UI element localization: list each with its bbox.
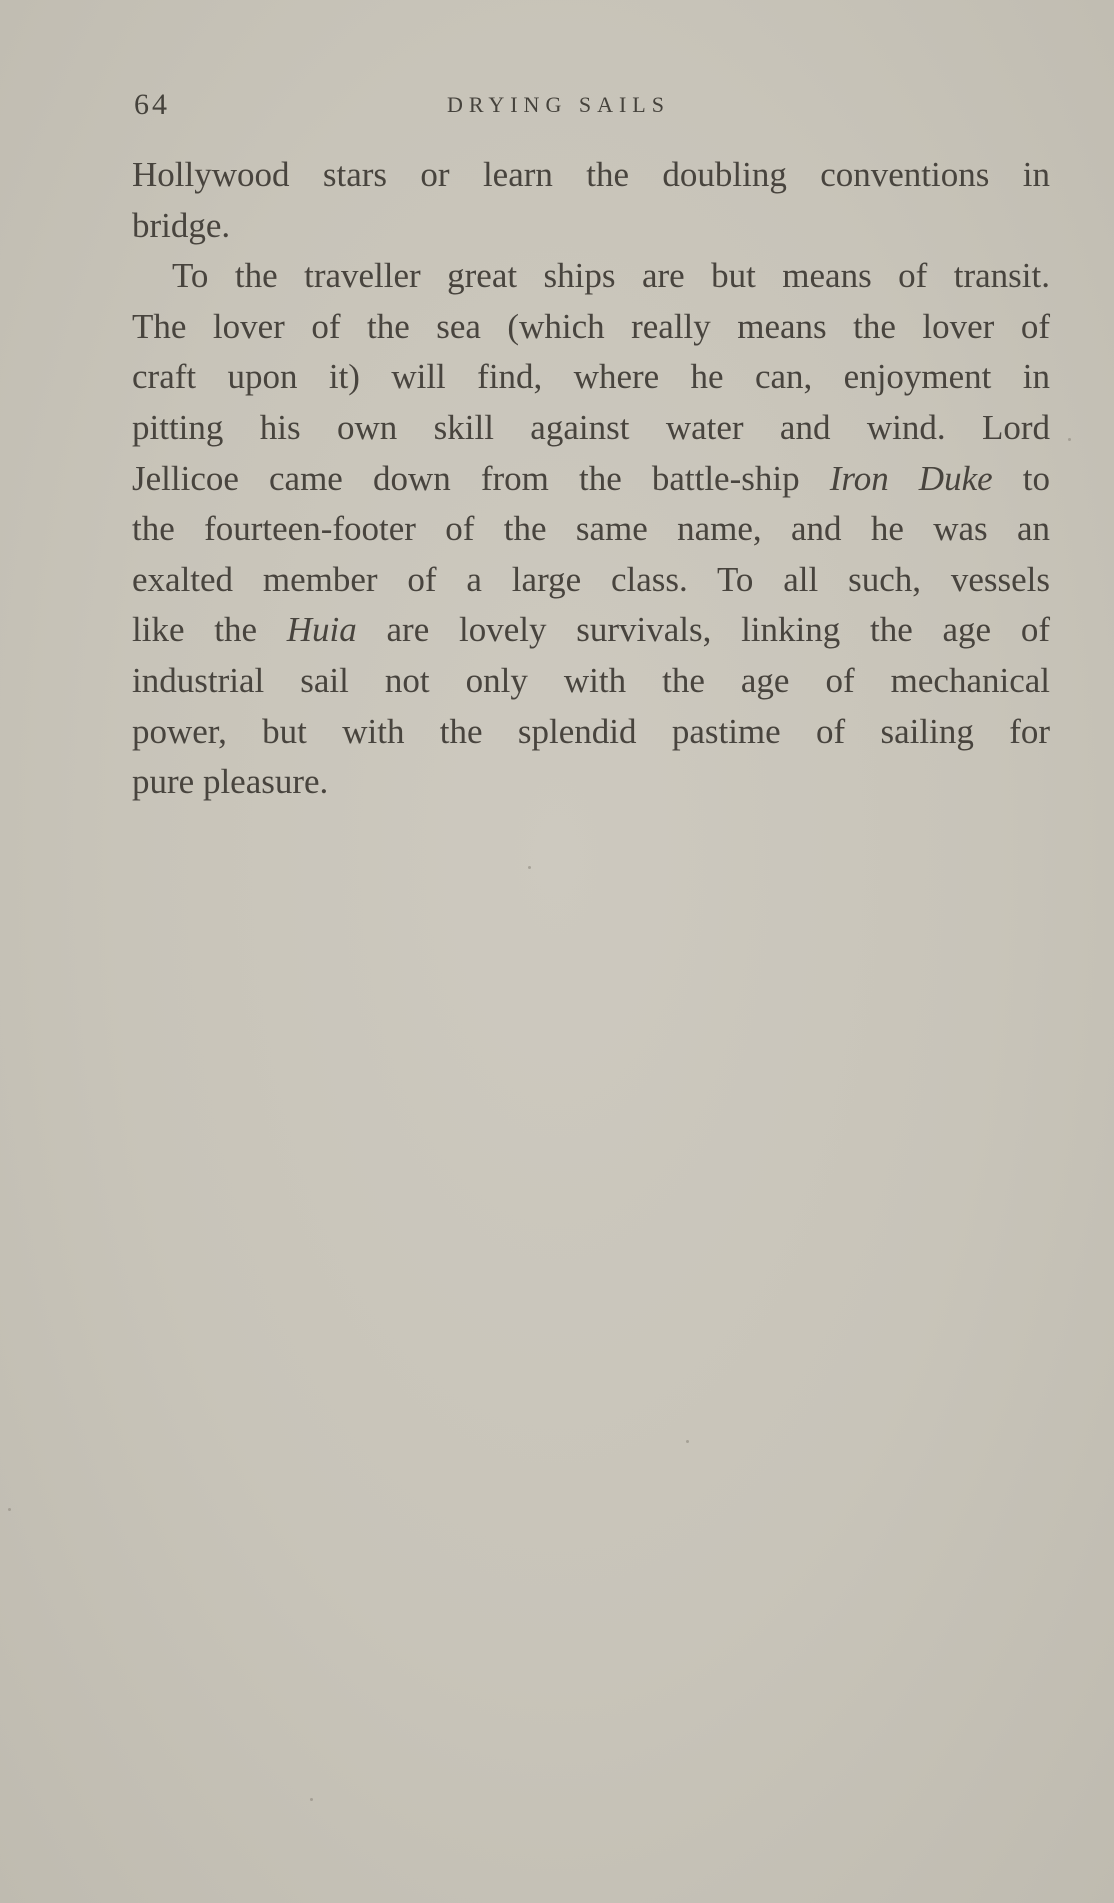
- text-run: to: [992, 458, 1050, 498]
- text-line: exalted member of a large class. To all such, vessels: [132, 559, 1050, 599]
- text-run: like the: [132, 610, 287, 650]
- paper-speck: [310, 1798, 313, 1801]
- italic-ship-name: Huia: [286, 610, 357, 650]
- paragraph: [132, 251, 1050, 808]
- body-text: [132, 150, 1050, 808]
- text-line: [132, 454, 1050, 505]
- text-line: industrial sail not only with the age of mechanical: [132, 660, 1050, 700]
- text-line: pitting his own skill against water and wind. Lord: [132, 407, 1050, 447]
- page-number: 64: [134, 88, 170, 121]
- italic-ship-name: Iron Duke: [829, 458, 993, 498]
- text-line: the fourteen-footer of the same name, and he was an: [132, 509, 1050, 549]
- text-line: The lover of the sea (which really means the lover of: [132, 306, 1050, 346]
- paragraph: [132, 150, 1050, 251]
- paper-speck: [8, 1508, 11, 1511]
- text-line: To the traveller great ships are but means of transit.: [172, 256, 1050, 296]
- paper-speck: [528, 866, 531, 869]
- page-header: [132, 88, 1052, 128]
- paper-speck: [1068, 438, 1071, 441]
- text-line: Hollywood stars or learn the doubling conventions in: [132, 155, 1050, 194]
- text-line: bridge.: [132, 205, 231, 245]
- running-head: DRYING SAILS: [447, 92, 670, 117]
- text-line: craft upon it) will find, where he can, enjoyment in: [132, 357, 1050, 397]
- text-line: [132, 605, 1050, 656]
- text-run: Jellicoe came down from the battle-ship: [132, 458, 830, 498]
- text-line: pure pleasure.: [132, 762, 329, 802]
- text-run: are lovely survivals, linking the age of: [356, 610, 1050, 650]
- text-line: power, but with the splendid pastime of sailing for: [132, 711, 1050, 751]
- paper-speck: [686, 1440, 689, 1443]
